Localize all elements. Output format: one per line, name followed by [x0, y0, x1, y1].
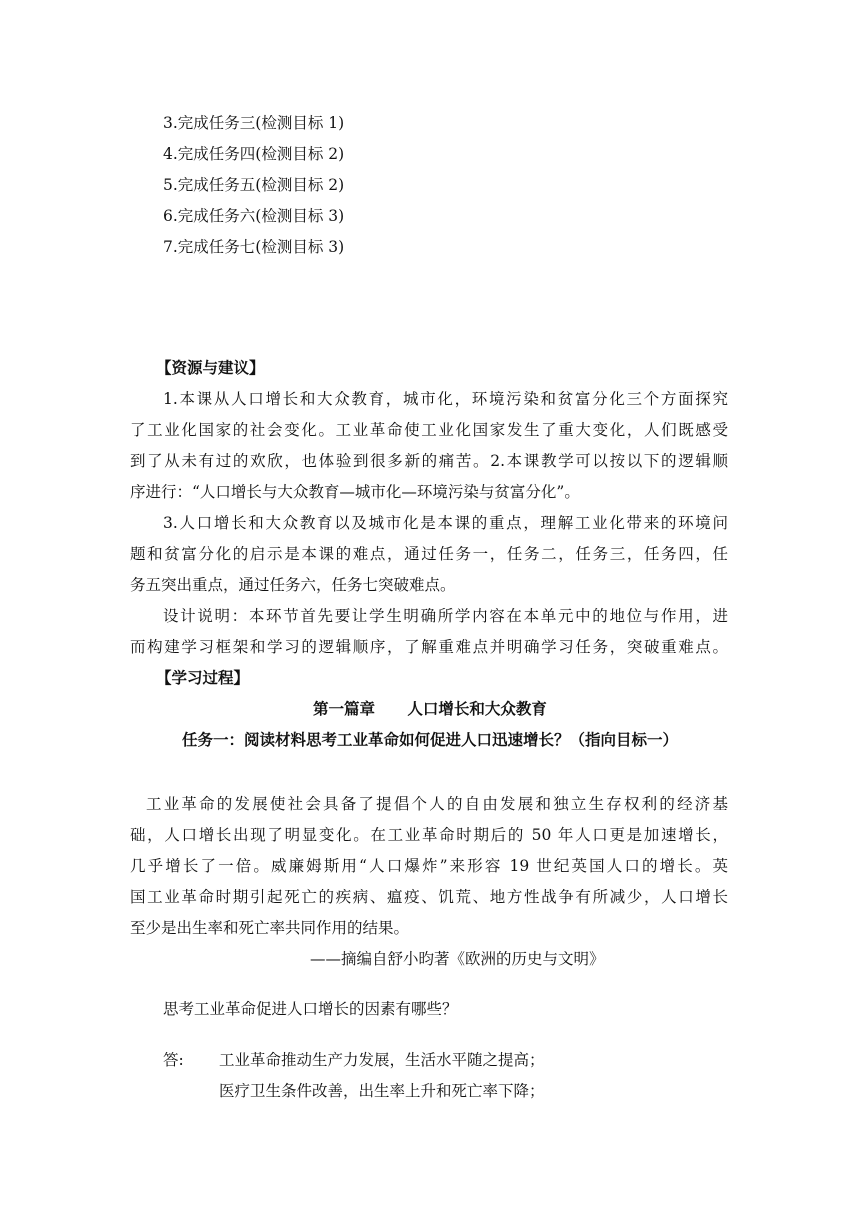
material-line: 础，人口增长出现了明显变化。在工业革命时期后的 50 年人口更是加速增长，: [130, 826, 728, 844]
material-line: 几乎增长了一倍。威廉姆斯用“人口爆炸”来形容 19 世纪英国人口的增长。英: [130, 857, 728, 875]
answer-line: 医疗卫生条件改善，出生率上升和死亡率下降；: [219, 1082, 545, 1100]
answer-line: 工业革命推动生产力发展，生活水平随之提高；: [219, 1051, 545, 1069]
paragraph-line: 了工业化国家的社会变化。工业革命使工业化国家发生了重大变化，人们既感受: [130, 421, 728, 439]
design-note-line: 设计说明：本环节首先要让学生明确所学内容在本单元中的地位与作用，进: [163, 607, 728, 625]
answer-label: 答:: [163, 1051, 184, 1069]
design-note-line: 而构建学习框架和学习的逻辑顺序，了解重难点并明确学习任务，突破重难点。: [130, 638, 728, 656]
paragraph-line: 务五突出重点，通过任务六，任务七突破难点。: [130, 576, 456, 594]
task-title: 任务一：阅读材料思考工业革命如何促进人口迅速增长？（指向目标一）: [181, 731, 678, 749]
paragraph-line: 题和贫富分化的启示是本课的难点，通过任务一，任务二，任务三，任务四，任: [130, 545, 728, 563]
material-source: ——摘编自舒小昀著《欧洲的历史与文明》: [310, 950, 605, 968]
task-item: 6.完成任务六(检测目标 3): [163, 207, 345, 225]
task-item: 4.完成任务四(检测目标 2): [163, 145, 345, 163]
material-line: 国工业革命时期引起死亡的疾病、瘟疫、饥荒、地方性战争有所减少，人口增长: [130, 888, 728, 906]
task-item: 5.完成任务五(检测目标 2): [163, 176, 345, 194]
material-line: 至少是出生率和死亡率共同作用的结果。: [130, 919, 410, 937]
paragraph-line: 序进行：“人口增长与大众教育—城市化—环境污染与贫富分化”。: [130, 483, 580, 501]
question-text: 思考工业革命促进人口增长的因素有哪些？: [163, 1000, 458, 1018]
paragraph-line: 3.人口增长和大众教育以及城市化是本课的重点，理解工业化带来的环境问: [163, 514, 728, 532]
paragraph-line: 到了从未有过的欢欣，也体验到很多新的痛苦。2.本课教学可以按以下的逻辑顺: [130, 452, 728, 470]
task-item: 7.完成任务七(检测目标 3): [163, 238, 345, 256]
task-item: 3.完成任务三(检测目标 1): [163, 114, 345, 132]
section-heading-resources: 【资源与建议】: [156, 359, 265, 377]
paragraph-line: 1.本课从人口增长和大众教育，城市化，环境污染和贫富分化三个方面探究: [163, 390, 728, 408]
chapter-title: 第一篇章 人口增长和大众教育: [313, 700, 547, 718]
material-line: 工业革命的发展使社会具备了提倡个人的自由发展和独立生存权利的经济基: [146, 795, 728, 813]
section-heading-process: 【学习过程】: [156, 669, 250, 687]
